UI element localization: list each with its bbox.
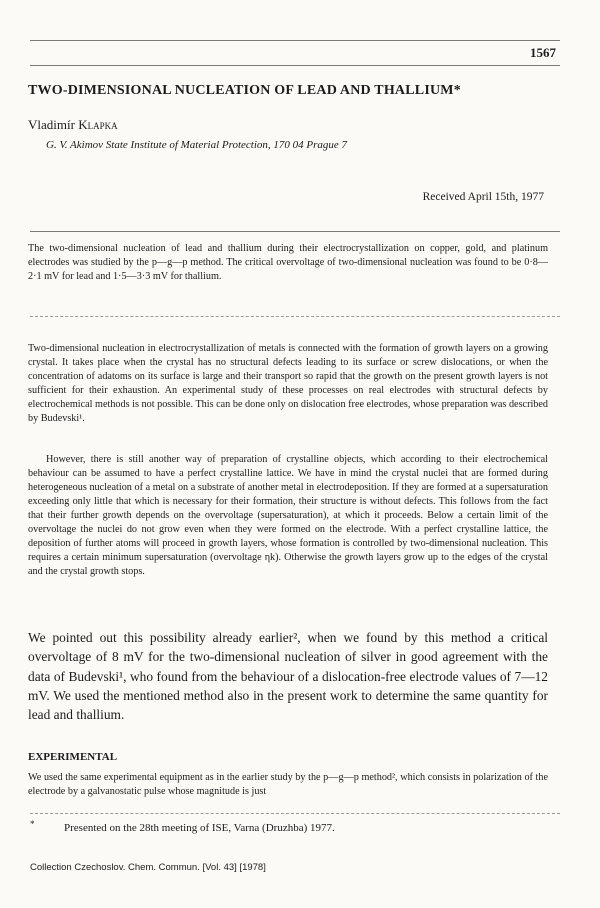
body-paragraph-3: We pointed out this possibility already earlier², when we found by this method a critical overvoltage of 8 mV for the two-dimensional nucleation of silver in good agreement with the data of Budevski¹, who found from the behaviour of a dislocation-free electrode values of 7—12 mV. We used the mentioned method also in the present work to determine the same quantity for lead and thallium.	[28, 630, 548, 723]
header-rule	[30, 40, 560, 41]
author-first-name: Vladimír	[28, 117, 79, 132]
footnote-text: Presented on the 28th meeting of ISE, Varna (Druzhba) 1977.	[64, 822, 335, 834]
abstract-rule-top	[30, 231, 560, 232]
footnote-mark: *	[30, 819, 35, 829]
page-number: 1567	[530, 45, 556, 60]
header-rule-lower	[30, 65, 560, 66]
body-paragraph-2: However, there is still another way of preparation of crystalline objects, which according to their electrochemical behaviour can be assumed to have a perfect crystalline lattice. We have in mind the crystal nuclei that are formed during heterogeneous nucleation of a metal on a substrate of another metal in electrodeposition. If they are formed at a supersaturation exceeding only little that which is necessary for their formation, their structure is without defects. This follows from the fact that their further growth depends on the overvoltage (supersaturation), at which it proceeds. Below a certain limit of the overvoltage the nuclei do not grow even when they were formed on the electrode. With a perfect crystalline lattice, the deposition of further atoms will proceed in growth layers, whose formation is controlled by two-dimensional nucleation. This requires a certain minimum supersaturation (overvoltage ηk). Otherwise the growth layers grow up to the edges of the crystal and the crystal growth stops.	[28, 454, 548, 577]
footnote-rule	[30, 813, 560, 814]
abstract-rule-bottom	[30, 316, 560, 317]
body-paragraph-1: Two-dimensional nucleation in electrocrystallization of metals is connected with the formation of growth layers on a growing crystal. It takes place when the crystal has no structural defects leading to its surface or screw dislocations, or when the concentration of adatoms on its surface is large and their transport so rapid that the growth on the present growth layers is not sufficient for their exhaustion. An experimental study of these processes on real electrodes with structural defects by electrochemical methods is not possible. This can be done only on dislocation free electrodes, whose preparation was described by Budevski¹.	[28, 343, 548, 424]
affiliation: G. V. Akimov State Institute of Material Protection, 170 04 Prague 7	[46, 139, 348, 151]
section-heading-experimental: EXPERIMENTAL	[28, 751, 118, 763]
author	[28, 117, 118, 133]
body-paragraph-4: We used the same experimental equipment as in the earlier study by the p—g—p method², which consists in polarization of the electrode by a galvanostatic pulse whose magnitude is just	[28, 772, 548, 797]
journal-footer: Collection Czechoslov. Chem. Commun. [Vol. 43] [1978]	[30, 862, 266, 873]
abstract: The two-dimensional nucleation of lead and thallium during their electrocrystallization on copper, gold, and platinum electrodes was studied by the p—g—p method. The critical overvoltage of two-dimensional nucleation was found to be 0·8—2·1 mV for lead and 1·5—3·3 mV for thallium.	[28, 243, 548, 282]
received-date: Received April 15th, 1977	[422, 191, 544, 203]
author-last-name: Klapka	[78, 117, 118, 132]
article-title: TWO-DIMENSIONAL NUCLEATION OF LEAD AND THALLIUM*	[28, 83, 461, 98]
